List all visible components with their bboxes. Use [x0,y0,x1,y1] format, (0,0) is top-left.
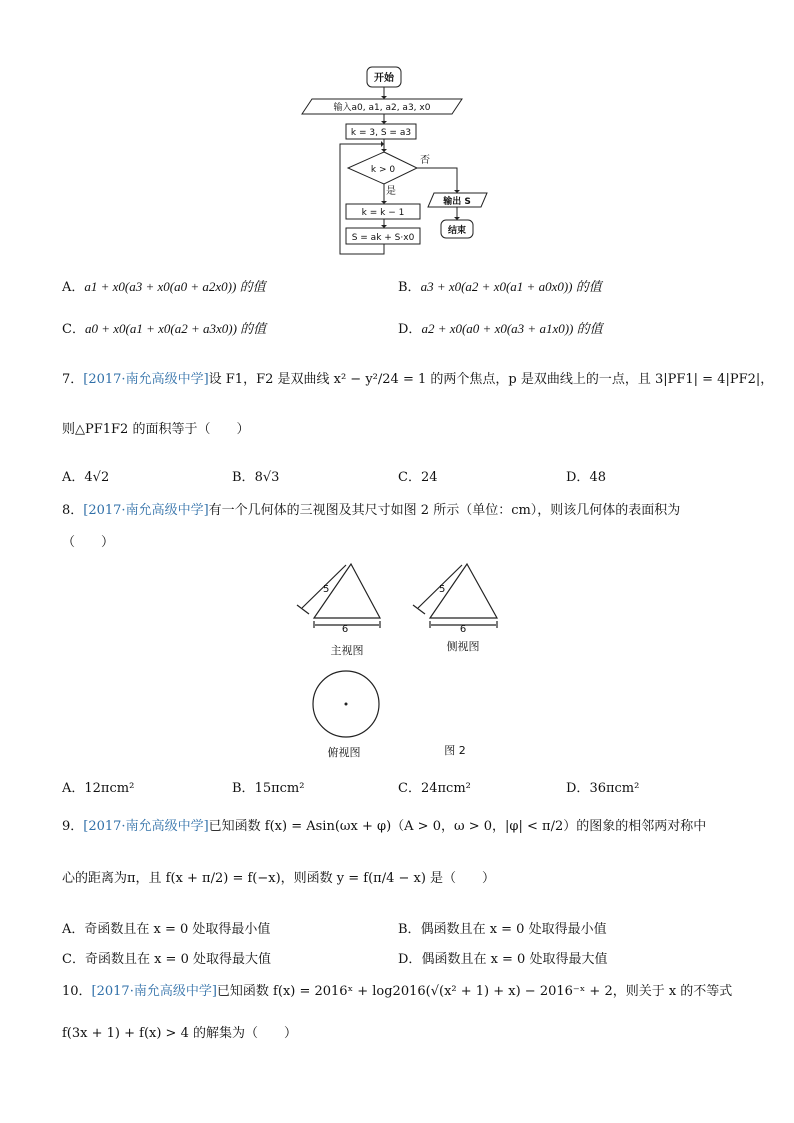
q8-option-c[interactable]: C．24πcm² [398,781,471,796]
q8-stem-line1: 8．[2017·南允高级中学]有一个几何体的三视图及其尺寸如图 2 所示（单位：cm），则该几何体的表面积为 [62,503,681,518]
q10-source: [2017·南允高级中学] [91,984,217,999]
q7-option-a[interactable]: A．4√2 [62,470,110,485]
q9-option-b[interactable]: B．偶函数且在 x = 0 处取得最小值 [398,922,607,937]
q8-stem-line2: （ ） [62,535,115,550]
q8-option-b[interactable]: B．15πcm² [232,781,305,796]
three-views-figure [285,560,515,760]
flow-yes-label: 是 [386,186,396,197]
figure-label: 图 2 [444,744,466,757]
front-dim-slant: 5 [323,584,330,595]
flowchart [300,62,500,258]
side-view-label: 侧视图 [446,640,480,653]
q8-source: [2017·南允高级中学] [83,503,209,518]
q9-source: [2017·南允高级中学] [83,819,209,834]
front-dim-base: 6 [341,624,349,635]
q8-option-a[interactable]: A．12πcm² [62,781,135,796]
q6-option-b[interactable]: B．a3 + x0(a2 + x0(a1 + a0x0)) 的值 [398,279,602,295]
flow-output-text: 输出 S [443,197,471,207]
flow-start-text: 开始 [374,73,394,84]
side-dim-slant: 5 [439,584,446,595]
flow-init-text: k = 3, S = a3 [350,128,412,138]
q7-option-c[interactable]: C．24 [398,470,438,485]
front-view-label: 主视图 [330,644,364,657]
q8-option-d[interactable]: D．36πcm² [566,781,640,796]
q7-stem-line2: 则△PF1F2 的面积等于（ ） [62,422,250,437]
side-dim-base: 6 [459,624,467,635]
q9-option-a[interactable]: A．奇函数且在 x = 0 处取得最小值 [62,922,271,937]
q6-option-c[interactable]: C．a0 + x0(a1 + x0(a2 + a3x0)) 的值 [62,321,267,337]
q10-stem-line2: f(3x + 1) + f(x) > 4 的解集为（ ） [62,1026,297,1041]
flow-no-label: 否 [420,155,430,166]
flow-end-text: 结束 [447,226,467,236]
q9-option-c[interactable]: C．奇函数且在 x = 0 处取得最大值 [62,952,271,967]
q9-option-d[interactable]: D．偶函数且在 x = 0 处取得最大值 [398,952,608,967]
q10-stem-line1: 10．[2017·南允高级中学]已知函数 f(x) = 2016ˣ + log2016(√(x² + 1) + x) − 2016⁻ˣ + 2，则关于 x 的不等式 [62,984,733,999]
q9-stem-line2: 心的距离为π，且 f(x + π/2) = f(−x)，则函数 y = f(π/4 − x) 是（ ） [62,871,496,886]
flow-step-s-text: S = ak + S·x0 [351,233,415,243]
flow-input-text: 输入a0, a1, a2, a3, x0 [333,103,431,113]
top-view-label: 俯视图 [327,746,361,759]
q7-stem-line1: 7．[2017·南允高级中学]设 F1，F2 是双曲线 x² − y²/24 = 1 的两个焦点，p 是双曲线上的一点，且 3|PF1| = 4|PF2|， [62,372,774,387]
q6-option-a[interactable]: A．a1 + x0(a3 + x0(a0 + a2x0)) 的值 [62,279,266,295]
flow-condition-text: k > 0 [370,165,396,175]
q7-option-d[interactable]: D．48 [566,470,606,485]
flow-step-k-text: k = k − 1 [361,208,405,218]
q7-option-b[interactable]: B．8√3 [232,470,280,485]
q9-stem-line1: 9．[2017·南允高级中学]已知函数 f(x) = Asin(ωx + φ)（A > 0，ω > 0，|φ| < π/2）的图象的相邻两对称中 [62,819,707,834]
q6-option-d[interactable]: D．a2 + x0(a0 + x0(a3 + a1x0)) 的值 [398,321,603,337]
q7-source: [2017·南允高级中学] [83,372,209,387]
